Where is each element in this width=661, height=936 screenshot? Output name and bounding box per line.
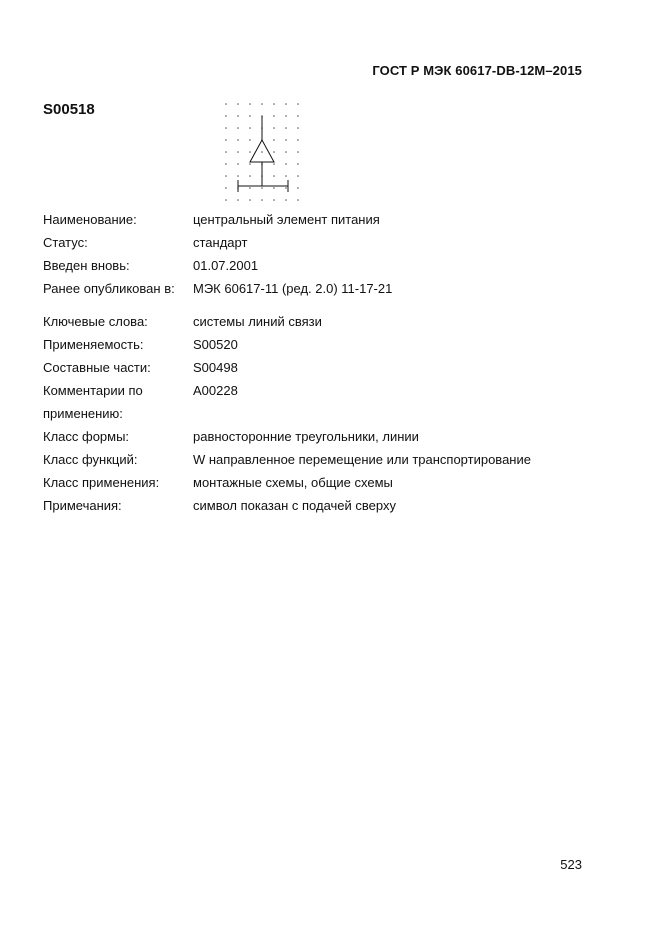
grid-dot: [285, 151, 287, 153]
field-label: Класс функций:: [43, 452, 138, 467]
field-value: центральный элемент питания: [193, 212, 380, 227]
grid-dot: [273, 163, 275, 165]
field-value: S00498: [193, 360, 238, 375]
grid-dot: [261, 103, 263, 105]
grid-dot: [249, 175, 251, 177]
field-value: системы линий связи: [193, 314, 322, 329]
field-row-function-class: [43, 448, 603, 471]
field-value: монтажные схемы, общие схемы: [193, 475, 393, 490]
field-value: стандарт: [193, 235, 248, 250]
group-spacer: [43, 300, 603, 310]
grid-dot: [285, 139, 287, 141]
grid-dot: [261, 199, 263, 201]
grid-dot: [273, 151, 275, 153]
grid-dot: [237, 151, 239, 153]
field-row-introduced: [43, 254, 603, 277]
symbol-drawing: [220, 98, 304, 204]
grid-dot: [249, 127, 251, 129]
field-value: символ показан с подачей сверху: [193, 498, 396, 513]
grid-dot: [237, 115, 239, 117]
grid-dot: [297, 151, 299, 153]
grid-dot: [297, 127, 299, 129]
grid-dot: [297, 115, 299, 117]
grid-dot: [225, 187, 227, 189]
field-row-name: [43, 208, 603, 231]
grid-dot: [249, 103, 251, 105]
fields-group-2: [43, 310, 603, 517]
grid-dot: [285, 187, 287, 189]
grid-dot: [225, 127, 227, 129]
field-value: 01.07.2001: [193, 258, 259, 273]
grid-dot: [261, 151, 263, 153]
grid-dot: [285, 127, 287, 129]
fields-group-1: [43, 208, 603, 300]
grid-dot: [225, 163, 227, 165]
grid-dot: [249, 187, 251, 189]
symbol-lines: [238, 116, 288, 192]
field-row-published: [43, 277, 603, 300]
grid-dot: [237, 103, 239, 105]
field-label: Введен вновь:: [43, 258, 130, 273]
field-label: Примечания:: [43, 498, 122, 513]
field-value: равносторонние треугольники, линии: [193, 429, 419, 444]
fields-list: [43, 208, 603, 517]
field-label: Класс формы:: [43, 429, 130, 444]
field-value: S00520: [193, 337, 238, 352]
grid-dot: [249, 115, 251, 117]
grid-dot: [225, 199, 227, 201]
grid-dot: [237, 139, 239, 141]
grid-dot: [225, 151, 227, 153]
grid-dot: [285, 199, 287, 201]
grid-dot: [285, 103, 287, 105]
grid-dot: [297, 175, 299, 177]
grid-dot: [297, 199, 299, 201]
grid-dot: [237, 199, 239, 201]
page-number: 523: [560, 857, 582, 872]
field-row-notes: [43, 494, 603, 517]
grid-dot: [297, 139, 299, 141]
grid-dot: [249, 151, 251, 153]
field-row-components: [43, 356, 603, 379]
grid-dot: [273, 127, 275, 129]
grid-dot: [237, 163, 239, 165]
grid-dot: [249, 139, 251, 141]
grid-dot: [273, 115, 275, 117]
grid-dot: [273, 103, 275, 105]
grid-dot: [273, 199, 275, 201]
grid-dot: [297, 187, 299, 189]
grid-dot: [285, 115, 287, 117]
field-value: A00228: [193, 383, 238, 398]
grid-dot: [225, 115, 227, 117]
field-label: Составные части:: [43, 360, 151, 375]
grid-dot: [273, 175, 275, 177]
field-label: Ключевые слова:: [43, 314, 148, 329]
grid-dot: [249, 199, 251, 201]
field-row-status: [43, 231, 603, 254]
grid-dot: [297, 163, 299, 165]
grid-dot: [285, 163, 287, 165]
field-label: Статус:: [43, 235, 88, 250]
field-row-keywords: [43, 310, 603, 333]
grid-dot: [225, 175, 227, 177]
field-label: Ранее опубликован в:: [43, 281, 175, 296]
field-label: Наименование:: [43, 212, 137, 227]
grid-dot: [237, 127, 239, 129]
triangle-shape: [250, 140, 274, 162]
symbol-code: S00518: [43, 101, 95, 118]
triangle-feed-icon: [220, 98, 304, 204]
grid-dot: [249, 163, 251, 165]
field-value: МЭК 60617-11 (ред. 2.0) 11-17-21: [193, 281, 393, 296]
field-row-shape-class: [43, 425, 603, 448]
grid-dot: [273, 187, 275, 189]
grid-dot: [297, 103, 299, 105]
field-row-application-class: [43, 471, 603, 494]
grid-dot: [261, 187, 263, 189]
grid-dot: [225, 139, 227, 141]
document-header: ГОСТ Р МЭК 60617-DB-12M–2015: [372, 63, 582, 78]
field-label: Применяемость:: [43, 337, 144, 352]
field-label: Комментарии по применению:: [43, 383, 143, 421]
grid-dot: [237, 175, 239, 177]
grid-dot: [285, 175, 287, 177]
grid-dot: [225, 103, 227, 105]
field-label: Класс применения:: [43, 475, 160, 490]
field-row-applicability: [43, 333, 603, 356]
field-row-comments: [43, 379, 603, 425]
field-value: W направленное перемещение или транспортирование: [193, 452, 531, 467]
grid-dot: [273, 139, 275, 141]
